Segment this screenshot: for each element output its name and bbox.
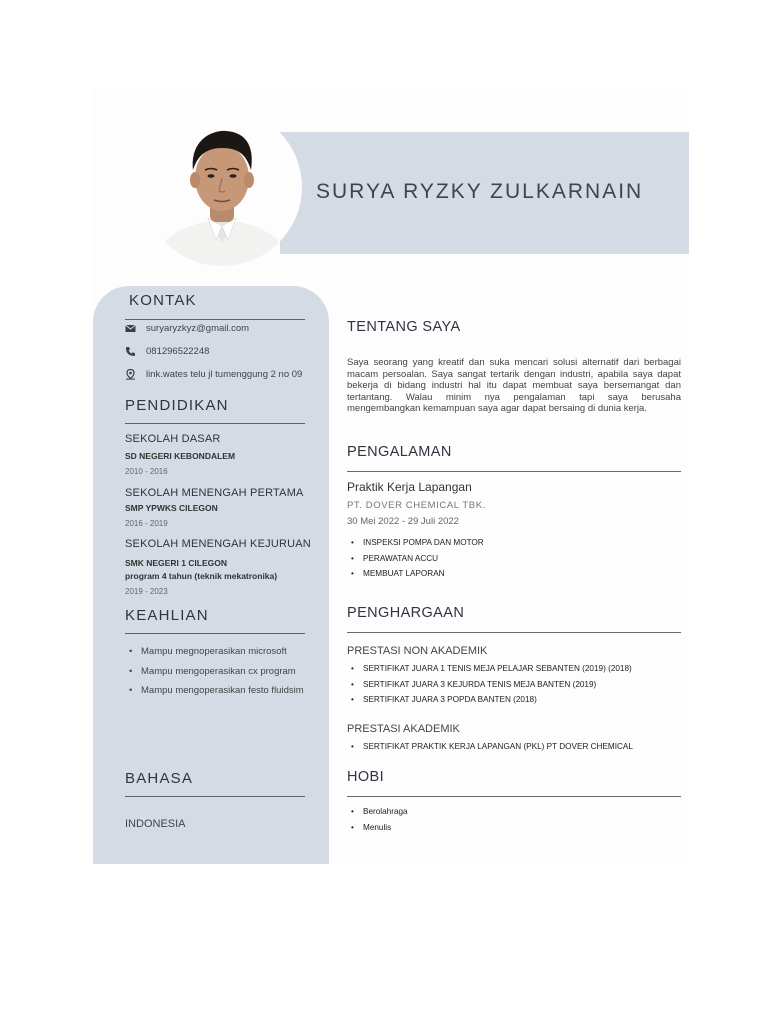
edu-school-2: SMP YPWKS CILEGON bbox=[125, 503, 218, 513]
academic-list bbox=[347, 739, 633, 755]
edu-level-3: SEKOLAH MENENGAH KEJURUAN bbox=[125, 538, 311, 550]
about-text: Saya seorang yang kreatif dan suka mencari solusi alternatif dari berbagai macam persoalan. Saya sangat tertarik dengan industri, apabila saya dapat bekerja di bidang industri hal itu dapat membuat saya bersemangat dan tertantang. Walau minim nya pengalaman tapi saya berusaha mengembangkan kemampuan saya agar dapat bersaing di dunia kerja. bbox=[347, 357, 681, 415]
hobby-item: • Berolahraga bbox=[347, 804, 408, 820]
contact-address bbox=[125, 369, 302, 380]
edu-years-1: 2010 - 2016 bbox=[125, 467, 168, 476]
contact-divider bbox=[125, 319, 305, 320]
profile-photo bbox=[142, 108, 302, 266]
edu-school-3: SMK NEGERI 1 CILEGON bbox=[125, 558, 228, 568]
award-item: • SERTIFIKAT JUARA 3 KEJURDA TENIS MEJA BANTEN (2019) bbox=[347, 677, 632, 693]
experience-divider bbox=[347, 471, 681, 472]
contact-heading: KONTAK bbox=[129, 292, 197, 309]
awards-divider bbox=[347, 632, 681, 633]
skill-item: • Mampu megnoperasikan microsoft bbox=[125, 642, 315, 662]
award-item: • SERTIFIKAT JUARA 1 TENIS MEJA PELAJAR SEBANTEN (2019) (2018) bbox=[347, 661, 632, 677]
edu-level-1: SEKOLAH DASAR bbox=[125, 433, 221, 445]
language-heading: BAHASA bbox=[125, 770, 194, 787]
academic-heading: PRESTASI AKADEMIK bbox=[347, 723, 460, 735]
mail-icon bbox=[125, 323, 136, 334]
address-text: link.wates telu jl tumenggung 2 no 09 bbox=[146, 369, 303, 380]
location-pin-icon bbox=[125, 369, 136, 380]
hobby-heading: HOBI bbox=[347, 769, 385, 785]
edu-level-2: SEKOLAH MENENGAH PERTAMA bbox=[125, 487, 304, 499]
experience-title: Praktik Kerja Lapangan bbox=[347, 480, 472, 494]
skill-item: • Mampu mengoperasikan festo fluidsim bbox=[125, 681, 315, 701]
skill-item: • Mampu mengoperasikan cx program bbox=[125, 662, 315, 682]
awards-heading: PENGHARGAAN bbox=[347, 605, 465, 621]
non-academic-list bbox=[347, 661, 632, 708]
email-text: suryaryzkyz@gmail.com bbox=[146, 323, 250, 334]
experience-heading: PENGALAMAN bbox=[347, 444, 452, 460]
experience-tasks bbox=[347, 535, 484, 582]
about-heading: TENTANG SAYA bbox=[347, 319, 461, 335]
edu-years-2: 2016 - 2019 bbox=[125, 519, 168, 528]
phone-text: 081296522248 bbox=[146, 346, 210, 357]
edu-years-3: 2019 - 2023 bbox=[125, 587, 168, 596]
skills-heading: KEAHLIAN bbox=[125, 607, 209, 624]
task-item: • MEMBUAT LAPORAN bbox=[347, 566, 484, 582]
edu-school-1: SD NEGERI KEBONDALEM bbox=[125, 451, 236, 461]
contact-email bbox=[125, 323, 249, 334]
non-academic-heading: PRESTASI NON AKADEMIK bbox=[347, 645, 488, 657]
education-divider bbox=[125, 423, 305, 424]
full-name: SURYA RYZKY ZULKARNAIN bbox=[316, 180, 644, 203]
contact-phone bbox=[125, 346, 209, 357]
experience-company: PT. DOVER CHEMICAL TBK. bbox=[347, 500, 486, 511]
task-item: • INSPEKSI POMPA DAN MOTOR bbox=[347, 535, 484, 551]
hobby-item: • Menulis bbox=[347, 820, 408, 836]
skills-divider bbox=[125, 633, 305, 634]
hobby-list bbox=[347, 804, 408, 835]
edu-program-3: program 4 tahun (teknik mekatronika) bbox=[125, 571, 278, 581]
award-item: • SERTIFIKAT JUARA 3 POPDA BANTEN (2018) bbox=[347, 692, 632, 708]
education-heading: PENDIDIKAN bbox=[125, 397, 229, 414]
experience-date: 30 Mei 2022 - 29 Juli 2022 bbox=[347, 516, 459, 527]
language-divider bbox=[125, 796, 305, 797]
skills-list bbox=[125, 642, 315, 701]
award-item: • SERTIFIKAT PRAKTIK KERJA LAPANGAN (PKL) PT DOVER CHEMICAL bbox=[347, 739, 633, 755]
task-item: • PERAWATAN ACCU bbox=[347, 551, 484, 567]
language-value: INDONESIA bbox=[125, 818, 186, 830]
hobby-divider bbox=[347, 796, 681, 797]
phone-icon bbox=[125, 346, 136, 357]
